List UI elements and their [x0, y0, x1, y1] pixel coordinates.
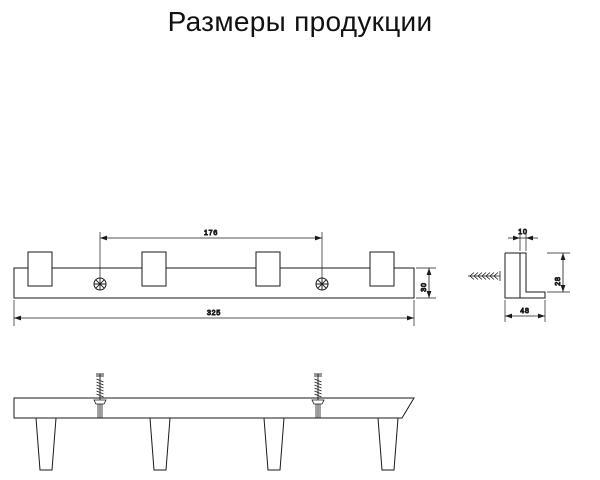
hook-4-bottom [378, 418, 398, 470]
dim-label-10: 10 [518, 229, 528, 236]
side-view [468, 229, 570, 322]
dim-side-thickness [508, 229, 538, 251]
dim-label-176: 176 [203, 230, 219, 237]
dim-side-depth [505, 300, 545, 322]
hook-3-bottom [264, 418, 284, 470]
dim-total-length [14, 310, 414, 320]
bottom-view [14, 374, 414, 470]
hook-2 [142, 252, 166, 286]
screw-head-1 [94, 278, 107, 291]
page-title: Размеры продукции [167, 6, 433, 37]
hook-4 [370, 252, 394, 286]
dim-front-height [416, 268, 436, 298]
dim-side-height [547, 253, 570, 292]
bottom-hooks [36, 418, 398, 470]
dim-label-30: 30 [421, 282, 428, 292]
dim-hook-spacing [100, 230, 322, 240]
hook-1 [28, 252, 52, 286]
hook-3 [256, 252, 280, 286]
side-mounting-screw [468, 268, 505, 284]
dim-label-325: 325 [206, 310, 222, 317]
bottom-rail-plate [14, 398, 414, 418]
hook-1-bottom [36, 418, 56, 470]
front-rail-body [14, 268, 414, 298]
hook-2-bottom [150, 418, 170, 470]
screw-head-2 [316, 278, 329, 291]
side-profile [505, 253, 545, 298]
dim-label-48: 48 [520, 308, 530, 315]
front-view [14, 230, 436, 326]
dim-label-28: 28 [555, 276, 562, 286]
